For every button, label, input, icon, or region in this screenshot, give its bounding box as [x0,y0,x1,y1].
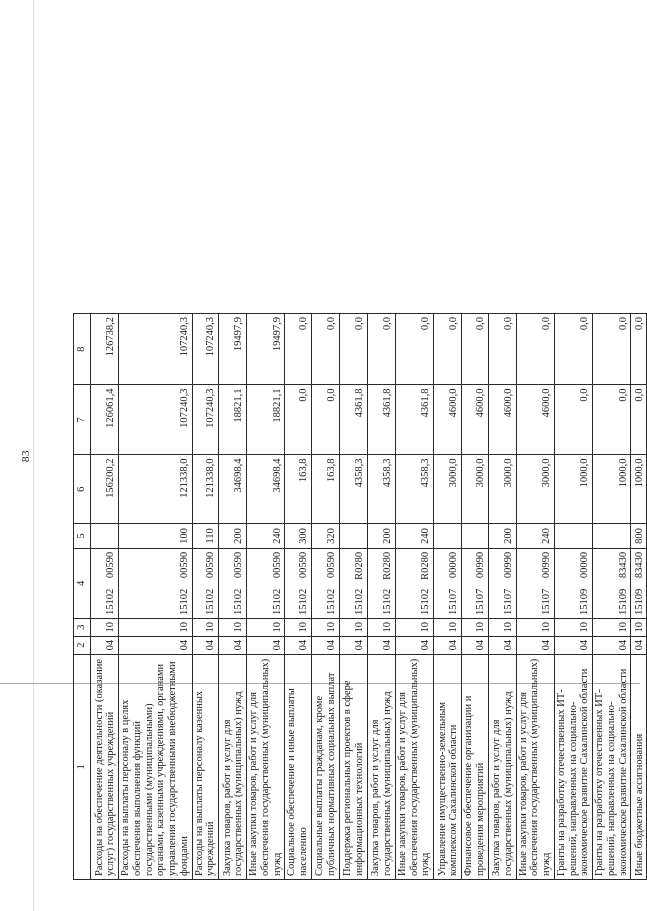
table-row [367,314,395,880]
amount-col-6: 1000,0 [631,455,647,524]
amount-col-8: 107240,3 [192,314,219,385]
section-code: 04 [462,636,489,654]
amount-col-7: 4361,8 [367,385,395,455]
amount-col-7: 18821,1 [247,385,285,455]
table-row [462,314,489,880]
direction-code: 00590 [326,551,337,579]
header-col-5: 5 [74,524,91,549]
amount-col-7: 0,0 [554,385,592,455]
header-col-8: 8 [74,314,91,385]
table-row [339,314,367,880]
table-row [554,314,592,880]
section-code: 04 [339,636,367,654]
section-code: 04 [119,636,193,654]
subsection-code: 10 [219,619,247,637]
program-code: 15102 [271,588,283,616]
direction-code: 00590 [298,551,309,579]
table-row [593,314,631,880]
table-row [247,314,285,880]
amount-col-6: 121338,0 [119,455,193,524]
row-name: Иные закупки товаров, работ и услуг для обеспечения государственных (муниципальных) нужд [247,654,285,879]
target-article-code [554,548,592,618]
amount-col-7: 107240,3 [119,385,193,455]
expense-type-code: 240 [516,524,554,549]
table-row [192,314,219,880]
section-code: 04 [593,636,631,654]
amount-col-6: 1000,0 [593,455,631,524]
subsection-code: 10 [395,619,433,637]
table-row [434,314,462,880]
row-name: Иные бюджетные ассигнования [631,654,647,879]
target-article-code [631,548,647,618]
subsection-code: 10 [516,619,554,637]
table-row [488,314,516,880]
target-article-parts [272,552,284,615]
subsection-code: 10 [192,619,219,637]
target-article-code [91,548,119,618]
target-article-code [367,548,395,618]
direction-code: 00990 [541,551,552,579]
program-code: 15102 [354,588,365,616]
expense-type-code: 320 [311,524,339,549]
subsection-code: 10 [119,619,193,637]
amount-col-7: 4600,0 [434,385,462,455]
target-article-parts [205,552,217,615]
program-code: 15107 [541,588,552,616]
row-name: Поддержка региональных проектов в сфере информационных технологий [339,654,367,879]
amount-col-8: 19497,9 [247,314,285,385]
amount-col-8: 0,0 [593,314,631,385]
amount-col-8: 107240,3 [119,314,193,385]
direction-code: R0280 [420,551,432,580]
amount-col-6: 3000,0 [434,455,462,524]
section-code: 04 [192,636,219,654]
subsection-code: 10 [367,619,395,637]
table-row [395,314,433,880]
table-row [119,314,193,880]
amount-col-7: 4361,8 [339,385,367,455]
amount-col-7: 107240,3 [192,385,219,455]
amount-col-6: 163,8 [285,455,312,524]
subsection-code: 10 [311,619,339,637]
subsection-code: 10 [488,619,516,637]
header-col-3: 3 [74,619,91,637]
amount-col-6: 3000,0 [462,455,489,524]
direction-code: 00590 [178,551,190,579]
expense-type-code: 240 [247,524,285,549]
subsection-code: 10 [339,619,367,637]
direction-code: 83430 [633,551,645,579]
expense-type-code: 110 [192,524,219,549]
row-name: Гранты на разработку отечественных ИТ- решений, направленных на социально-экономическое развитие Сахалинской области [593,654,631,879]
program-code: 15109 [579,588,591,616]
target-article-code [285,548,312,618]
section-code: 04 [488,636,516,654]
section-code: 04 [311,636,339,654]
table-row [219,314,247,880]
target-article-parts [298,552,310,615]
subsection-code: 10 [593,619,631,637]
subsection-code: 10 [247,619,285,637]
row-name: Иные закупки товаров, работ и услуг для обеспечения государственных (муниципальных) нужд [395,654,433,879]
target-article-code [516,548,554,618]
target-article-parts [634,552,646,615]
amount-col-8: 0,0 [631,314,647,385]
program-code: 15102 [382,588,393,616]
expense-type-code: 300 [285,524,312,549]
expense-type-code: 200 [367,524,395,549]
target-article-code [247,548,285,618]
header-col-6: 6 [74,455,91,524]
target-article-parts [326,552,338,615]
table-row [516,314,554,880]
amount-col-8: 0,0 [367,314,395,385]
direction-code: 00990 [474,551,486,579]
table-body [91,314,647,880]
amount-col-8: 0,0 [554,314,592,385]
direction-code: 00000 [579,551,591,579]
target-article-code [119,548,193,618]
program-code: 15109 [617,588,629,616]
direction-code: 00590 [105,551,117,579]
row-name: Расходы на обеспечение деятельности (оказание услуг) государственных учреждений [91,654,119,879]
row-name: Расходы на выплаты персоналу в целях обеспечения выполнения функций государственными (муниципальными) органами, казенными учреждениями, органами управления государственными внебюджетными фондами [119,654,193,879]
amount-col-8: 0,0 [516,314,554,385]
section-code: 04 [554,636,592,654]
program-code: 15107 [502,588,514,616]
expense-type-code: 800 [631,524,647,549]
amount-col-7: 0,0 [593,385,631,455]
expense-type-code [462,524,489,549]
expense-type-code: 200 [219,524,247,549]
target-article-parts [475,552,487,615]
row-name: Финансовое обеспечение организации и проведения мероприятий [462,654,489,879]
amount-col-6: 163,8 [311,455,339,524]
expense-type-code: 200 [488,524,516,549]
section-code: 04 [91,636,119,654]
target-article-code [395,548,433,618]
program-code: 15102 [233,588,245,616]
target-article-parts [382,552,394,615]
row-name: Закупка товаров, работ и услуг для государственных (муниципальных) нужд [219,654,247,879]
section-code: 04 [219,636,247,654]
expense-type-code [434,524,462,549]
row-name: Гранты на разработку отечественных ИТ-решений, направленных на социально-экономическое развитие Сахалинской области [554,654,592,879]
target-article-parts [448,552,460,615]
subsection-code: 10 [631,619,647,637]
section-code: 04 [395,636,433,654]
target-article-parts [105,552,117,615]
header-row [74,314,91,880]
direction-code: 00000 [448,551,460,579]
expense-type-code [91,524,119,549]
subsection-code: 10 [554,619,592,637]
subsection-code: 10 [91,619,119,637]
direction-code: 00590 [205,551,217,579]
table-row [285,314,312,880]
section-code: 04 [285,636,312,654]
subsection-code: 10 [285,619,312,637]
target-article-code [311,548,339,618]
amount-col-8: 0,0 [462,314,489,385]
amount-col-8: 0,0 [434,314,462,385]
header-col-4: 4 [74,548,91,618]
program-code: 15107 [448,588,460,616]
target-article-parts [541,552,553,615]
budget-table [73,313,647,880]
amount-col-8: 0,0 [311,314,339,385]
section-code: 04 [434,636,462,654]
page-number: 83 [20,450,32,462]
expense-type-code: 240 [395,524,433,549]
amount-col-8: 0,0 [285,314,312,385]
program-code: 15102 [420,588,432,616]
target-article-code [434,548,462,618]
rotated-page [73,313,647,880]
program-code: 15107 [474,588,486,616]
amount-col-8: 0,0 [488,314,516,385]
amount-col-6: 4358,3 [367,455,395,524]
direction-code: 83430 [617,551,629,579]
target-article-code [192,548,219,618]
target-article-parts [420,552,432,615]
row-name: Социальное обеспечение и иные выплаты населению [285,654,312,879]
amount-col-6: 3000,0 [516,455,554,524]
header-col-7: 7 [74,385,91,455]
amount-col-7: 126061,4 [91,385,119,455]
direction-code: 00990 [502,551,514,579]
direction-code: R0280 [382,551,393,580]
row-name: Закупка товаров, работ и услуг для государственных (муниципальных) нужд [488,654,516,879]
target-article-code [488,548,516,618]
amount-col-8: 19497,9 [219,314,247,385]
target-article-code [219,548,247,618]
amount-col-7: 0,0 [631,385,647,455]
amount-col-7: 4600,0 [462,385,489,455]
direction-code: 00590 [271,551,283,579]
row-name: Закупка товаров, работ и услуг для государственных (муниципальных) нужд [367,654,395,879]
program-code: 15102 [105,588,117,616]
target-article-parts [233,552,245,615]
program-code: 15109 [633,588,645,616]
table-row [631,314,647,880]
target-article-parts [618,552,630,615]
header-col-2: 2 [74,636,91,654]
expense-type-code: 100 [119,524,193,549]
section-code: 04 [516,636,554,654]
amount-col-8: 126738,2 [91,314,119,385]
target-article-parts [503,552,515,615]
amount-col-6: 121338,0 [192,455,219,524]
program-code: 15102 [178,588,190,616]
header-col-1: 1 [74,654,91,879]
amount-col-6: 34698,4 [219,455,247,524]
target-article-code [339,548,367,618]
amount-col-7: 4361,8 [395,385,433,455]
target-article-parts [579,552,591,615]
expense-type-code [554,524,592,549]
section-code: 04 [247,636,285,654]
table-row [91,314,119,880]
amount-col-8: 0,0 [339,314,367,385]
target-article-code [462,548,489,618]
amount-col-7: 4600,0 [516,385,554,455]
program-code: 15102 [205,588,217,616]
target-article-parts [354,552,366,615]
amount-col-6: 1000,0 [554,455,592,524]
table-row [311,314,339,880]
amount-col-6: 4358,3 [395,455,433,524]
amount-col-8: 0,0 [395,314,433,385]
section-code: 04 [367,636,395,654]
section-code: 04 [631,636,647,654]
row-name: Управление имущественно-земельным комплексом Сахалинской области [434,654,462,879]
row-name: Расходы на выплаты персоналу казенных учреждений [192,654,219,879]
amount-col-6: 4358,3 [339,455,367,524]
direction-code: R0280 [354,551,365,580]
expense-type-code [339,524,367,549]
expense-type-code [593,524,631,549]
amount-col-7: 18821,1 [219,385,247,455]
scan-margin-line [33,0,34,911]
target-article-parts [179,552,191,615]
amount-col-7: 0,0 [285,385,312,455]
program-code: 15102 [298,588,309,616]
subsection-code: 10 [434,619,462,637]
amount-col-6: 156200,2 [91,455,119,524]
row-name: Иные закупки товаров, работ и услуг для обеспечения государственных (муниципальных) нужд [516,654,554,879]
target-article-code [593,548,631,618]
program-code: 15102 [326,588,337,616]
amount-col-7: 0,0 [311,385,339,455]
amount-col-6: 34698,4 [247,455,285,524]
amount-col-7: 4600,0 [488,385,516,455]
subsection-code: 10 [462,619,489,637]
direction-code: 00590 [233,551,245,579]
amount-col-6: 3000,0 [488,455,516,524]
row-name: Социальные выплаты гражданам, кроме публичных нормативных социальных выплат [311,654,339,879]
